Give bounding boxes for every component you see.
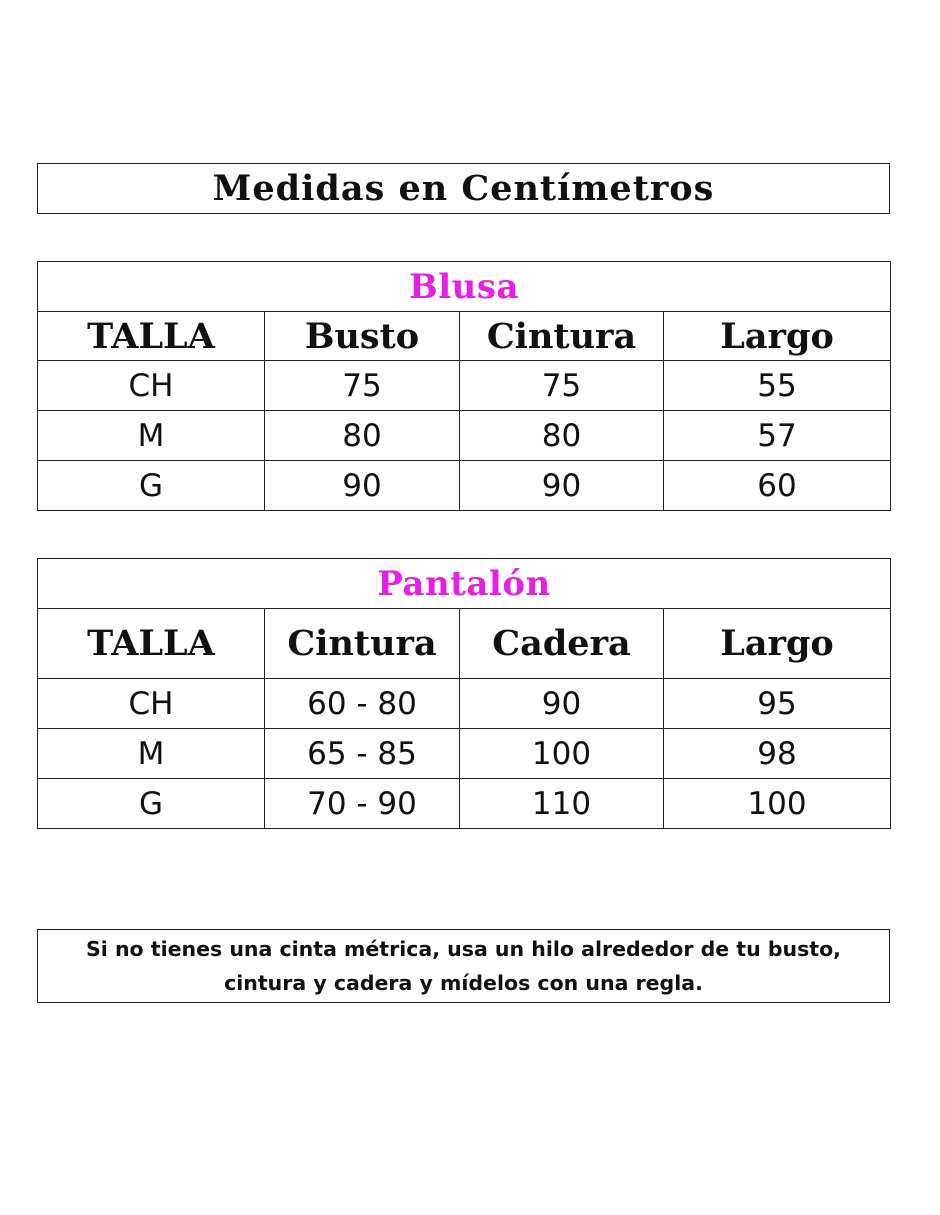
column-header-talla: TALLA <box>38 609 265 679</box>
table-row <box>38 361 891 411</box>
tip-line-2: cintura y cadera y mídelos con una regla. <box>224 971 703 995</box>
pantalon-section-title: Pantalón <box>38 559 891 609</box>
cintura-cell: 80 <box>460 411 664 461</box>
largo-cell: 98 <box>664 729 891 779</box>
cintura-cell: 75 <box>460 361 664 411</box>
pantalon-header-row <box>38 609 891 679</box>
cintura-cell: 65 - 85 <box>265 729 460 779</box>
cadera-cell: 100 <box>460 729 664 779</box>
tip-line-1: Si no tienes una cinta métrica, usa un hilo alrededor de tu busto, <box>86 937 841 961</box>
table-row <box>38 729 891 779</box>
size-cell: G <box>38 461 265 511</box>
size-cell: CH <box>38 679 265 729</box>
blusa-header-row <box>38 312 891 361</box>
column-header-cintura: Cintura <box>460 312 664 361</box>
blusa-size-table <box>37 261 891 511</box>
table-row <box>38 461 891 511</box>
size-cell: CH <box>38 361 265 411</box>
blusa-section-title: Blusa <box>38 262 891 312</box>
title-box <box>37 163 890 214</box>
size-cell: G <box>38 779 265 829</box>
cintura-cell: 60 - 80 <box>265 679 460 729</box>
cintura-cell: 90 <box>460 461 664 511</box>
busto-cell: 90 <box>265 461 460 511</box>
busto-cell: 75 <box>265 361 460 411</box>
column-header-busto: Busto <box>265 312 460 361</box>
largo-cell: 55 <box>664 361 891 411</box>
table-row <box>38 779 891 829</box>
column-header-cintura: Cintura <box>265 609 460 679</box>
blusa-title-row <box>38 262 891 312</box>
table-row <box>38 679 891 729</box>
pantalon-size-table <box>37 558 891 829</box>
column-header-largo: Largo <box>664 312 891 361</box>
cadera-cell: 110 <box>460 779 664 829</box>
measurement-tip-box <box>37 929 890 1003</box>
largo-cell: 57 <box>664 411 891 461</box>
column-header-largo: Largo <box>664 609 891 679</box>
busto-cell: 80 <box>265 411 460 461</box>
largo-cell: 95 <box>664 679 891 729</box>
size-cell: M <box>38 411 265 461</box>
column-header-cadera: Cadera <box>460 609 664 679</box>
column-header-talla: TALLA <box>38 312 265 361</box>
size-cell: M <box>38 729 265 779</box>
cadera-cell: 90 <box>460 679 664 729</box>
largo-cell: 100 <box>664 779 891 829</box>
cintura-cell: 70 - 90 <box>265 779 460 829</box>
table-row <box>38 411 891 461</box>
pantalon-title-row <box>38 559 891 609</box>
largo-cell: 60 <box>664 461 891 511</box>
page-title: Medidas en Centímetros <box>212 168 715 209</box>
